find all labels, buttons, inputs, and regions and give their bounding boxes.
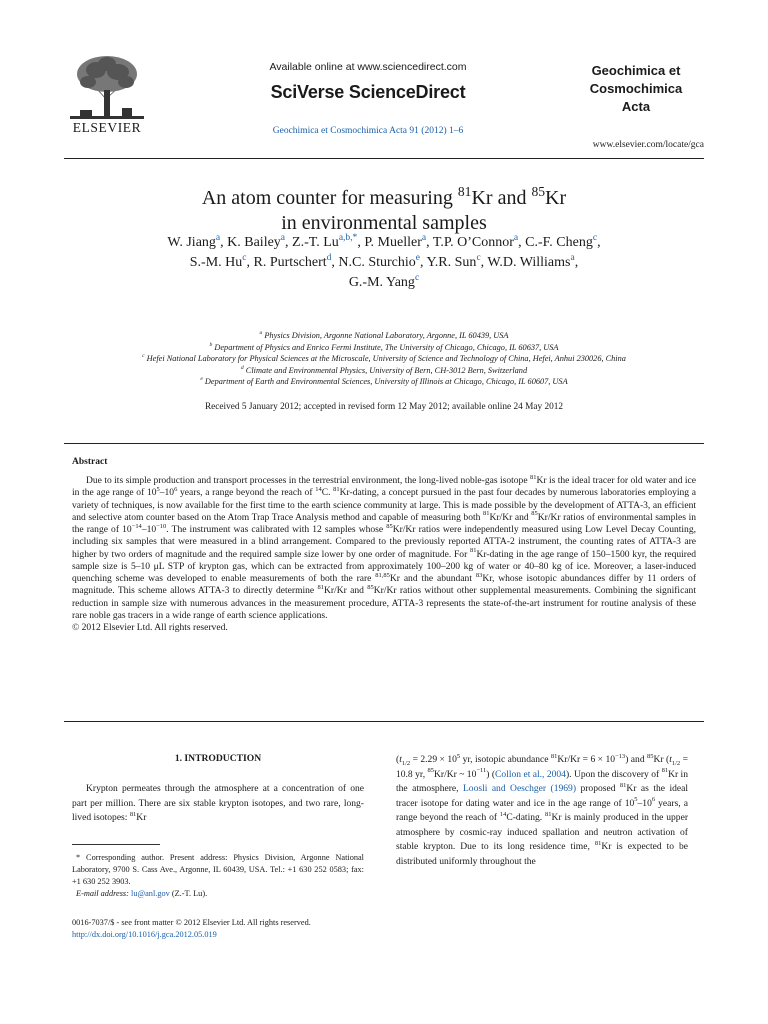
abstract-bottom-divider: [64, 721, 704, 722]
citation-link[interactable]: Loosli and Oeschger (1969): [462, 783, 577, 794]
email-link[interactable]: lu@anl.gov: [131, 889, 170, 898]
issn-line: 0016-7037/$ - see front matter © 2012 Elsevier Ltd. All rights reserved.: [72, 918, 311, 927]
affiliation: $^d$ Climate and Environmental Physics, University of Bern, CH-3012 Bern, Switzerland: [240, 364, 528, 375]
affiliation-list: [64, 330, 704, 388]
affiliation: $^c$ Hefei National Laboratory for Physical Sciences at the Microscale, University of Science and Technology of China, Hefei, Anhui 230026, China: [142, 353, 626, 364]
available-online-text: Available online at www.sciencedirect.com: [269, 61, 467, 73]
title-isotope-sup: 85: [531, 183, 546, 199]
affiliation: $^e$ Department of Earth and Environmental Sciences, University of Illinois at Chicago, Chicago, IL 60607, USA: [200, 376, 568, 387]
email-suffix: (Z.-T. Lu).: [171, 889, 208, 898]
copyright-notice: © 2012 Elsevier Ltd. All rights reserved.: [72, 622, 228, 633]
footnote-text: * Corresponding author. Present address: Physics Division, Argonne National Laboratory, 9700 S. Cass Ave., Argonne, IL 60439, USA. Tel.: +1 630 252 0583; fax: +1 630 252 3903.: [72, 853, 364, 886]
author[interactable]: W.D. Williams$^a$: [487, 252, 575, 270]
title-isotope-sup: 81: [457, 183, 472, 199]
email-label: E-mail address:: [76, 889, 129, 898]
intro-paragraph-left: Krypton permeates through the atmosphere at a concentration of one part per million. There are six stable krypton isotopes, and two rare, long-lived isotopes: $^{81}$Kr: [72, 783, 364, 823]
author[interactable]: S.-M. Hu$^c$: [189, 252, 247, 270]
corresponding-author-footnote: [72, 852, 364, 900]
article-identifiers: [72, 917, 412, 941]
affiliation: $^a$ Physics Division, Argonne National Laboratory, Argonne, IL 60439, USA: [259, 329, 509, 340]
author[interactable]: G.-M. Yang$^c$: [348, 272, 420, 290]
platform-name: SciVerse ScienceDirect: [270, 82, 466, 102]
abstract-body: [72, 475, 696, 634]
header-divider: [64, 158, 704, 159]
publisher-name: ELSEVIER: [72, 120, 142, 135]
journal-name-line: Cosmochimica: [589, 81, 683, 96]
title-text: Kr and: [471, 187, 532, 209]
abstract-heading: Abstract: [72, 457, 108, 467]
author[interactable]: K. Bailey$^a$: [227, 232, 286, 250]
received-dates: Received 5 January 2012; accepted in revised form 12 May 2012; available online 24 May 2012: [204, 402, 564, 412]
journal-name-line: Geochimica et: [591, 63, 681, 78]
author-list: W. Jiang$^a$, K. Bailey$^a$, Z.-T. $Lu^{a,b,*}$, P. Mueller$^a$, T.P. O’Connor$^a$, C.-F. Cheng$^c$, S.-M. Hu$^c$, R. Purtschert$^d$, N.C. Sturchio$^e$, Y.R. Sun$^c$, W.D. Williams$^a$, G.-M. Yang$^c$: [167, 232, 601, 290]
article-title: [64, 183, 704, 236]
abstract-paragraph: Due to its simple production and transport processes in the terrestrial environment, the long-lived noble-gas isotope $^{81}$Kr is the ideal tracer for old water and ice in the age range of $10^5-10^6$ years, a range beyond the reach of $^{14}$C. $^{81}$Kr-dating, a concept pursued in the past four decades by numerous laboratories employing a variety of techniques, is now available for the first time to the earth science community at large. This is made possible by the development of ATTA-3, an efficient and selective atom counter based on the Atom Trap Trace Analysis method and capable of measuring both $^{81}$Kr/Kr and $^{85}$Kr/Kr ratios of environmental samples in the range of $10^{-14}-10^{-10}$. The instrument was calibrated with 12 samples whose $^{85}$Kr/Kr ratios were independently measured using Low Level Decay Counting, including six samples that were measured in a blind arrangement. Compared to the previously reported ATTA-2 instrument, the counting rates of ATTA-3 are higher by two orders of magnitude and the required sample size lower by one order of magnitude. For $^{81}$Kr-dating in the age range of 150–1500 kyr, the required sample size is 5–10 μL STP of krypton gas, which can be extracted from approximately 100–200 kg of water or 40–80 kg of ice. Moreover, a laser-induced quenching scheme was developed to enable measurements of both the rare $^{81,85}$Kr and the abundant $^{83}$Kr, whose isotopic abundances differ by 11 orders of magnitude. This scheme allows ATTA-3 to directly determine $^{81}$Kr/Kr and $^{85}$Kr/Kr ratios without other supplemental measurements. Combining the significant reduction in sample size with numerous advances in the measurement procedure, ATTA-3 represents the state-of-the-art instrument for routine analysis of these rare noble gas tracers in a wide range of earth science applications.: [72, 473, 697, 621]
author[interactable]: Z.-T. $Lu^{a,b,*}$: [292, 232, 358, 250]
title-text: Kr: [545, 187, 567, 209]
author[interactable]: T.P. O’Connor$^a$: [432, 232, 519, 250]
footnote-rule: [72, 844, 160, 845]
doi-link[interactable]: http://dx.doi.org/10.1016/j.gca.2012.05.019: [72, 930, 217, 939]
section-heading: 1. INTRODUCTION: [174, 753, 262, 764]
author[interactable]: W. Jiang$^a$: [167, 232, 221, 250]
author[interactable]: R. Purtschert$^d$: [253, 252, 332, 270]
journal-name: [568, 62, 704, 116]
author[interactable]: P. Mueller$^a$: [364, 232, 427, 250]
citation-link[interactable]: Collon et al., 2004: [495, 768, 566, 780]
journal-url: www.elsevier.com/locate/gca: [592, 140, 704, 150]
email-line: [72, 888, 364, 900]
author[interactable]: Y.R. Sun$^c$: [426, 252, 481, 270]
abstract-top-divider: [64, 443, 704, 444]
author[interactable]: C.-F. Cheng$^c$: [525, 232, 598, 250]
journal-name-line: Acta: [621, 99, 651, 114]
title-text: An atom counter for measuring: [201, 187, 458, 209]
journal-reference-link[interactable]: Geochimica et Cosmochimica Acta 91 (2012) 1–6: [272, 126, 464, 136]
intro-paragraph-right: ($t_{1/2} = 2.29 \times 10^5$ yr, isotopic abundance $^{81}Kr/Kr = 6 \times 10^{-13}$) and $^{85}$Kr ($t_{1/2} = 10.8$ yr, $^{85}$Kr/Kr ~ $10^{-11}$) (Collon et al., 2004). Upon the discovery of $^{81}$Kr in the atmosphere, Loosli and Oeschger (1969) proposed $^{81}$Kr as the ideal tracer isotope for dating water and ice in the age range of $10^5-10^6$ years, a range beyond the reach of $^{14}$C-dating. $^{81}$Kr is mainly produced in the upper atmosphere by cosmic-ray induced spallation and neutron activation of stable krypton. Due to its long residence time, $^{81}$Kr is expected to be distributed uniformly throughout the: [396, 752, 689, 867]
affiliation: $^b$ Department of Physics and Enrico Fermi Institute, The University of Chicago, Chicago, IL 60637, USA: [209, 341, 559, 352]
author[interactable]: N.C. Sturchio$^e$: [338, 252, 421, 270]
title-line-2: in environmental samples: [281, 212, 487, 234]
